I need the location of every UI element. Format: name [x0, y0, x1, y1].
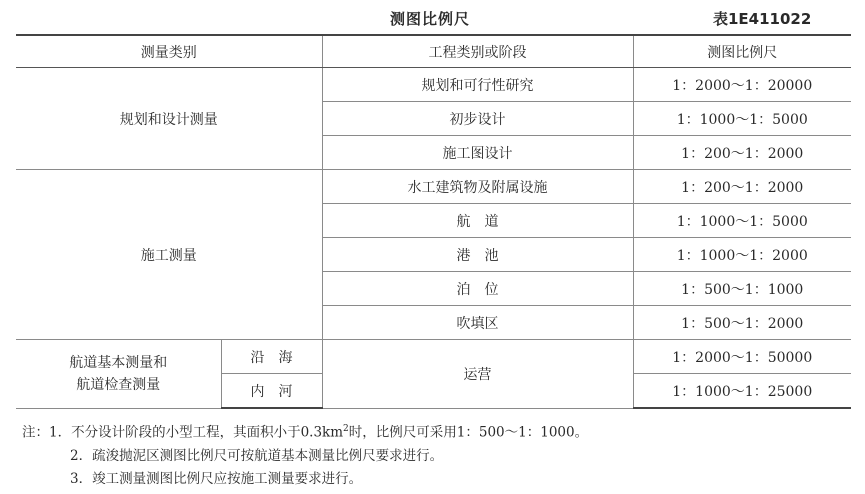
stage-cell-operation: 运营	[322, 340, 633, 409]
scale-cell: 1：1000～1：25000	[633, 374, 851, 409]
group-channel-line2: 航道检查测量	[76, 376, 161, 393]
subcat-inland: 内 河	[221, 374, 322, 409]
note-1-superscript: 2	[343, 424, 349, 434]
note-1-text: 注：1．不分设计阶段的小型工程，其面积小于0.3km	[22, 424, 344, 441]
group-planning: 规划和设计测量	[16, 68, 322, 170]
stage-cell: 航道	[322, 204, 633, 238]
table-row	[16, 68, 851, 102]
header-stage: 工程类别或阶段	[322, 35, 633, 68]
table-notes	[22, 418, 588, 491]
header-scale: 测图比例尺	[633, 35, 851, 68]
scale-cell: 1：2000～1：20000	[633, 68, 851, 102]
table-row	[16, 170, 851, 204]
stage-cell: 水工建筑物及附属设施	[322, 170, 633, 204]
table-row	[16, 340, 851, 374]
subcat-coastal: 沿 海	[221, 340, 322, 374]
scale-cell: 1：200～1：2000	[633, 170, 851, 204]
scale-cell: 1：1000～1：2000	[633, 238, 851, 272]
note-2: 2．疏浚抛泥区测图比例尺可按航道基本测量比例尺要求进行。	[70, 447, 444, 464]
note-1	[22, 418, 588, 445]
table-number: 表1E411022	[713, 10, 812, 28]
note-1-tail: 时，比例尺可采用1：500～1：1000。	[348, 424, 589, 441]
stage-cell: 吹填区	[322, 306, 633, 340]
group-construction: 施工测量	[16, 170, 322, 340]
scale-cell: 1：500～1：2000	[633, 306, 851, 340]
group-channel	[16, 340, 221, 409]
scale-cell: 1：500～1：1000	[633, 272, 851, 306]
scale-table	[16, 34, 851, 409]
scale-cell: 1：1000～1：5000	[633, 102, 851, 136]
stage-cell: 施工图设计	[322, 136, 633, 170]
group-channel-line1: 航道基本测量和	[69, 354, 168, 371]
table-title: 测图比例尺	[390, 10, 471, 28]
scale-cell: 1：2000～1：50000	[633, 340, 851, 374]
stage-cell: 规划和可行性研究	[322, 68, 633, 102]
table-caption	[0, 6, 865, 30]
scale-cell: 1：200～1：2000	[633, 136, 851, 170]
note-3: 3．竣工测量测图比例尺应按施工测量要求进行。	[70, 470, 363, 487]
stage-cell: 港池	[322, 238, 633, 272]
stage-cell: 泊位	[322, 272, 633, 306]
header-row	[16, 35, 851, 68]
header-category: 测量类别	[16, 35, 322, 68]
scale-cell: 1：1000～1：5000	[633, 204, 851, 238]
stage-cell: 初步设计	[322, 102, 633, 136]
